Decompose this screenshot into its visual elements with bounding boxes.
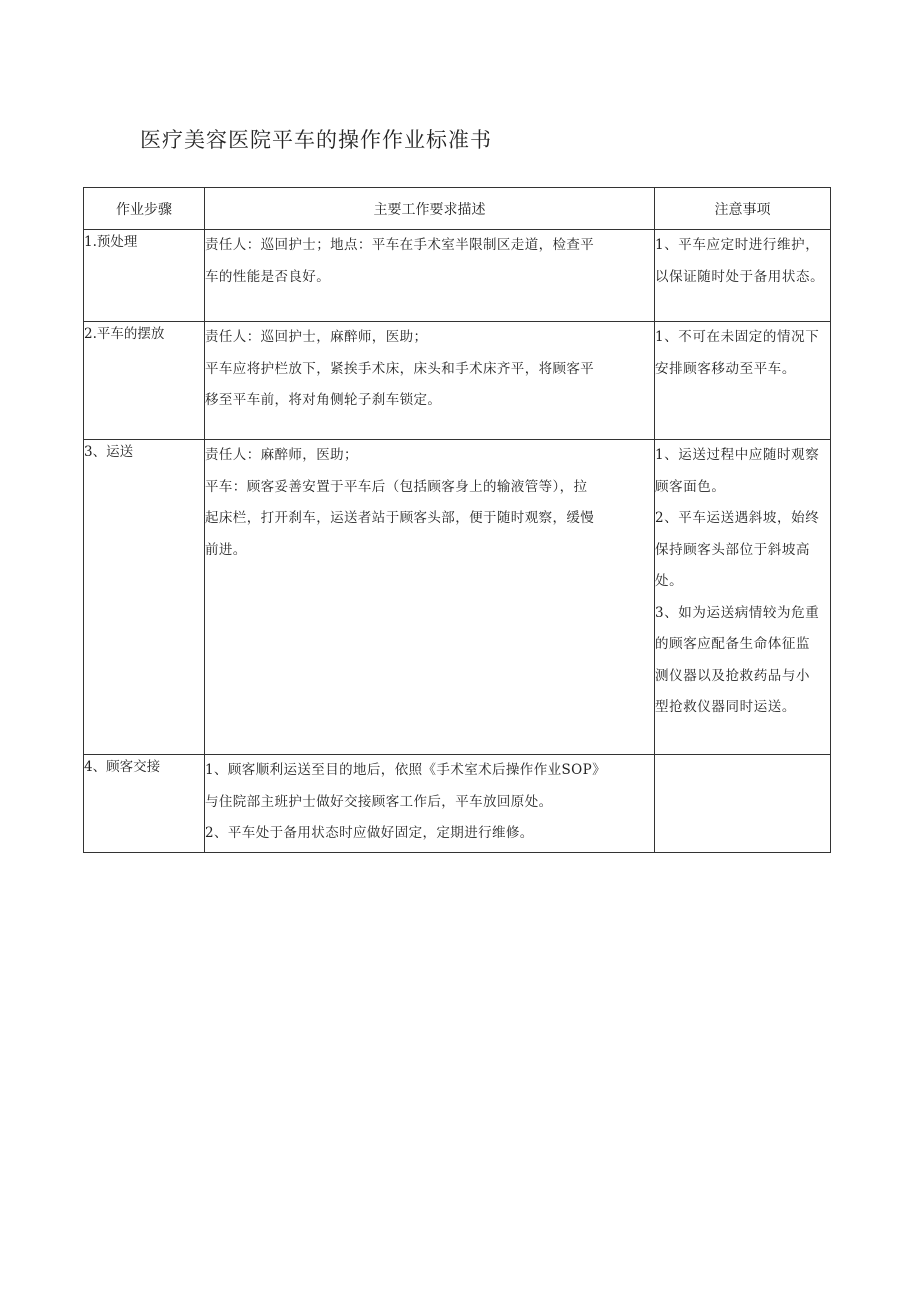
notes-cell bbox=[655, 755, 831, 853]
note-line: 的顾客应配备生命体征监 bbox=[655, 636, 811, 652]
table-row bbox=[84, 230, 831, 322]
note-line: 1、运送过程中应随时观察 bbox=[655, 447, 820, 463]
note-line: 顾客面色。 bbox=[655, 478, 726, 495]
description-line: 责任人：麻醉师，医助； bbox=[205, 447, 358, 463]
note-line: 3、如为运送病情较为危重 bbox=[655, 604, 820, 621]
description-cell bbox=[205, 440, 655, 755]
description-cell bbox=[205, 755, 655, 853]
description-line: 责任人：巡回护士；地点：平车在手术室半限制区走道，检查平 bbox=[205, 237, 595, 253]
description-line: 车的性能是否良好。 bbox=[205, 268, 331, 285]
description-cell bbox=[205, 322, 655, 440]
header-notes: 注意事项 bbox=[655, 188, 831, 230]
description-line: 前进。 bbox=[205, 541, 247, 558]
notes-cell bbox=[655, 322, 831, 440]
description-line: 起床栏，打开刹车，运送者站于顾客头部，便于随时观察，缓慢 bbox=[205, 510, 595, 526]
header-step: 作业步骤 bbox=[84, 188, 205, 230]
note-line: 1、不可在未固定的情况下 bbox=[655, 329, 820, 345]
note-line: 保持顾客头部位于斜坡高 bbox=[655, 541, 811, 558]
description-line: 平车：顾客妥善安置于平车后（包括顾客身上的输液管等），拉 bbox=[205, 478, 588, 495]
description-line: 2、平车处于备用状态时应做好固定，定期进行维修。 bbox=[205, 825, 534, 841]
page-title: 医疗美容医院平车的操作作业标准书 bbox=[140, 128, 492, 152]
description-line: 1、顾客顺利运送至目的地后，依照《手术室术后操作作业SOP》 bbox=[205, 762, 606, 778]
note-line: 测仪器以及抢救药品与小 bbox=[655, 667, 811, 684]
description-cell bbox=[205, 230, 655, 322]
note-line: 2、平车运送遇斜坡，始终 bbox=[655, 510, 820, 526]
step-cell: 4、顾客交接 bbox=[84, 755, 205, 853]
note-line: 安排顾客移动至平车。 bbox=[655, 360, 796, 377]
table-row bbox=[84, 322, 831, 440]
notes-cell bbox=[655, 230, 831, 322]
note-line: 型抢救仪器同时运送。 bbox=[655, 699, 796, 715]
note-line: 以保证随时处于备用状态。 bbox=[655, 268, 825, 285]
description-line: 平车应将护栏放下，紧挨手术床，床头和手术床齐平，将顾客平 bbox=[205, 360, 595, 377]
step-cell: 1.预处理 bbox=[84, 230, 205, 322]
description-line: 责任人：巡回护士，麻醉师，医助； bbox=[205, 329, 428, 345]
step-cell: 2.平车的摆放 bbox=[84, 322, 205, 440]
table-row bbox=[84, 755, 831, 853]
sop-table bbox=[83, 187, 831, 853]
table-header-row bbox=[84, 188, 831, 230]
notes-cell bbox=[655, 440, 831, 755]
description-line: 与住院部主班护士做好交接顾客工作后，平车放回原处。 bbox=[205, 793, 553, 810]
table-row bbox=[84, 440, 831, 755]
description-line: 移至平车前，将对角侧轮子刹车锁定。 bbox=[205, 392, 442, 408]
header-description: 主要工作要求描述 bbox=[205, 188, 655, 230]
note-line: 1、平车应定时进行维护， bbox=[655, 237, 820, 253]
step-cell: 3、运送 bbox=[84, 440, 205, 755]
note-line: 处。 bbox=[655, 573, 684, 589]
